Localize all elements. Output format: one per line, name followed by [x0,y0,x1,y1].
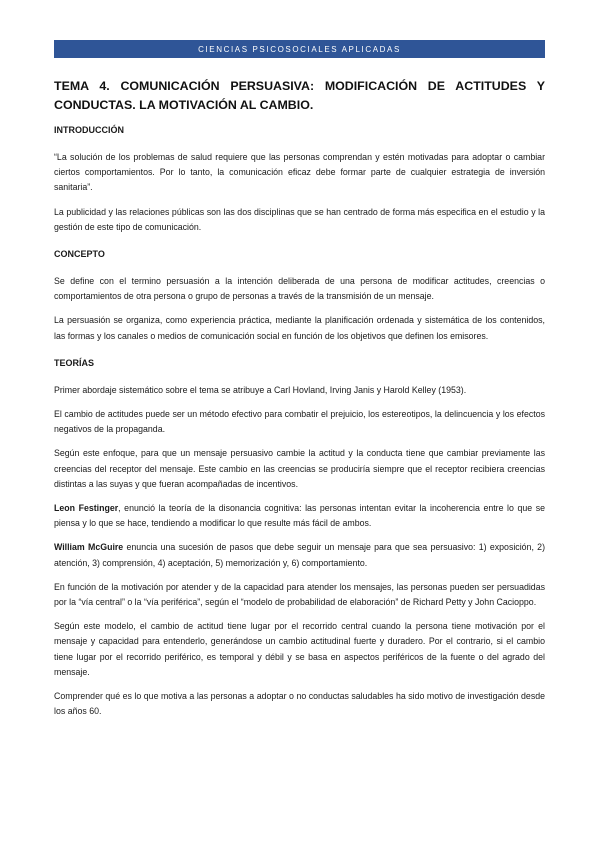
paragraph-intro-quote: “La solución de los problemas de salud requiere que las personas comprendan y estén motivadas para adoptar o cambiar ciertos comportamientos. Por lo tanto, la comunicación eficaz debe formar parte de cualquier estrategia de inversión sanitaria”. [54,152,545,193]
header-banner: CIENCIAS PSICOSOCIALES APLICADAS [54,40,545,58]
paragraph-festinger [54,501,545,531]
paragraph-theories-3: Según este enfoque, para que un mensaje persuasivo cambie la actitud y la conducta tiene que cambiar previamente las creencias del receptor del mensaje. Este cambio en las creencias se produciría siempre que el receptor recibiera creencias distintas a las suyas y que fueran acompañadas de incentivos. [54,448,545,489]
paragraph-mcguire [54,540,545,570]
author-festinger: Leon Festinger [54,503,119,514]
paragraph-theories-8: Comprender qué es lo que motiva a las personas a adoptar o no conductas saludables ha sido motivo de investigación desde los años 60. [54,691,545,717]
heading-introduccion: INTRODUCCIÓN [54,125,124,135]
paragraph-theories-2: El cambio de actitudes puede ser un método efectivo para combatir el prejuicio, los estereotipos, la delincuencia y los efectos negativos de la propaganda. [54,409,545,435]
festinger-text: , enunció la teoría de la disonancia cognitiva: las personas intentan evitar la incoherencia entre lo que se piensa y lo que se hace, tendiendo a modificar lo que resulte más fácil de ambos. [54,503,545,529]
paragraph-theories-6: En función de la motivación por atender y de la capacidad para atender los mensajes, las personas pueden ser persuadidas por la “vía central” o la “vía periférica”, según el “modelo de probabilidad de elaboración” de Richard Petty y John Cacioppo. [54,581,545,608]
paragraph-concept-2: La persuasión se organiza, como experiencia práctica, mediante la planificación ordenada y sistemática de los contenidos, las formas y los canales o medios de comunicación social en función de los objetivos que definen los emisores. [54,315,545,341]
paragraph-theories-1: Primer abordaje sistemático sobre el tema se atribuye a Carl Hovland, Irving Janis y Harold Kelley (1953). [54,384,467,395]
paragraph-intro-2: La publicidad y las relaciones públicas son las dos disciplinas que se han centrado de forma más especifica en el estudio y la gestión de este tipo de comunicación. [54,206,545,232]
heading-concepto: CONCEPTO [54,249,105,260]
paragraph-concept-1: Se define con el termino persuasión a la intención deliberada de una persona de modificar actitudes, creencias o comportamientos de otra persona o grupo de personas a través de la transmisión de un mensaje. [54,276,545,302]
document-body [54,124,545,728]
heading-teorias: TEORÍAS [54,357,95,368]
paragraph-theories-7: Según este modelo, el cambio de actitud tiene lugar por el recorrido central cuando la persona tiene motivación por el mensaje y capacidad para entenderlo, generándose un cambio actitudinal fuerte y duradero. Por el contrario, si el cambio tiene lugar por el recorrido periférico, es temporal y débil y se basa en aspectos periféricos de la fuente o del agrado del mensaje. [54,621,545,677]
page-title: TEMA 4. COMUNICACIÓN PERSUASIVA: MODIFICACIÓN DE ACTITUDES Y CONDUCTAS. LA MOTIVACIÓN AL CAMBIO. [54,79,545,112]
mcguire-text: enuncia una sucesión de pasos que debe seguir un mensaje para que sea persuasivo: 1) exposición, 2) atención, 3) comprensión, 4) aceptación, 5) memorización y, 6) comportamiento. [54,542,546,568]
author-mcguire: William McGuire [54,542,124,553]
